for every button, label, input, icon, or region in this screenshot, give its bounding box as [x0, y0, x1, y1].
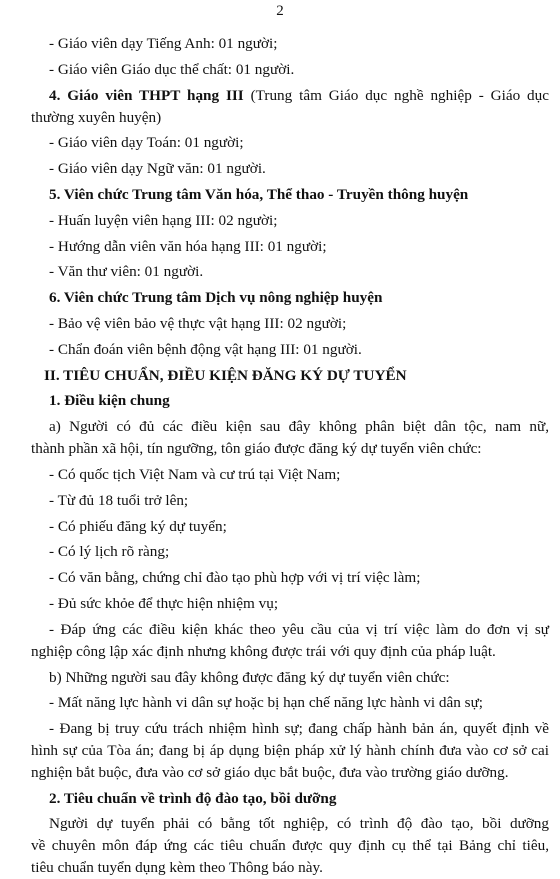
document-body — [31, 33, 549, 879]
list-item-line-1: - Đáp ứng các điều kiện khác theo yêu cầu của vị trí việc làm do đơn vị sự — [49, 620, 549, 638]
list-item: - Từ đủ 18 tuổi trở lên; — [49, 491, 189, 509]
list-item: - Hướng dẫn viên văn hóa hạng III: 01 người; — [49, 237, 327, 255]
page-number: 2 — [276, 3, 284, 19]
list-item: - Có lý lịch rõ ràng; — [49, 543, 170, 561]
list-item: - Huấn luyện viên hạng III: 02 người; — [49, 211, 278, 229]
list-item: - Có phiếu đăng ký dự tuyển; — [49, 517, 227, 535]
heading-4-title: 4. Giáo viên THPT hạng III — [49, 86, 244, 104]
list-item: - Văn thư viên: 01 người. — [49, 263, 204, 281]
paragraph-2-line-3: tiêu chuẩn tuyển dụng kèm theo Thông báo này. — [31, 858, 323, 876]
section-heading-ii: II. TIÊU CHUẨN, ĐIỀU KIỆN ĐĂNG KÝ DỰ TUYỂN — [44, 366, 407, 384]
list-item-line-1: - Đang bị truy cứu trách nhiệm hình sự; đang chấp hành bản án, quyết định về — [49, 720, 549, 738]
list-item: - Mất năng lực hành vi dân sự hoặc bị hạn chế năng lực hành vi dân sự; — [49, 694, 484, 712]
paragraph-b: b) Những người sau đây không được đăng ký dự tuyển viên chức: — [49, 668, 450, 686]
list-item: - Có văn bằng, chứng chỉ đào tạo phù hợp với vị trí việc làm; — [49, 569, 421, 587]
paragraph-2-line-2: về chuyên môn đáp ứng các tiêu chuẩn được quy định cụ thể tại Bảng chỉ tiêu, — [31, 836, 549, 854]
list-item: - Giáo viên dạy Tiếng Anh: 01 người; — [49, 35, 278, 52]
list-item-line-3: nghiện bắt buộc, đưa vào cơ sở giáo dục bắt buộc, đưa vào trường giáo dưỡng. — [31, 764, 509, 782]
subheading-2: 2. Tiêu chuẩn về trình độ đào tạo, bồi dưỡng — [49, 789, 337, 807]
list-item: - Chẩn đoán viên bệnh động vật hạng III: 01 người. — [49, 340, 362, 358]
heading-4-note-continued: thường xuyên huyện) — [31, 108, 162, 126]
subheading-1: 1. Điều kiện chung — [49, 392, 170, 410]
list-item: - Giáo viên dạy Ngữ văn: 01 người. — [49, 160, 266, 178]
section-heading-4 — [31, 85, 549, 107]
list-item: - Đủ sức khỏe để thực hiện nhiệm vụ; — [49, 594, 279, 612]
list-item-line-2: nghiệp công lập xác định nhưng không được trái với quy định của pháp luật. — [31, 642, 496, 660]
heading-4-note: (Trung tâm Giáo dục nghề nghiệp - Giáo dục — [243, 86, 549, 104]
paragraph-2-line-1: Người dự tuyển phải có bằng tốt nghiệp, có trình độ đào tạo, bồi dưỡng — [49, 814, 549, 832]
section-heading-6: 6. Viên chức Trung tâm Dịch vụ nông nghiệp huyện — [49, 289, 383, 307]
paragraph-a-line-2: thành phần xã hội, tín ngưỡng, tôn giáo được đăng ký dự tuyển viên chức: — [31, 440, 482, 458]
paragraph-a-line-1: a) Người có đủ các điều kiện sau đây không phân biệt dân tộc, nam nữ, — [49, 418, 549, 436]
list-item: - Bảo vệ viên bảo vệ thực vật hạng III: 02 người; — [49, 314, 347, 332]
list-item: - Có quốc tịch Việt Nam và cư trú tại Việt Nam; — [49, 465, 341, 483]
list-item-line-2: hình sự của Tòa án; đang bị áp dụng biện pháp xử lý hành chính đưa vào cơ sở cai — [31, 742, 549, 760]
section-heading-5: 5. Viên chức Trung tâm Văn hóa, Thể thao - Truyền thông huyện — [49, 185, 469, 203]
list-item: - Giáo viên Giáo dục thể chất: 01 người. — [49, 60, 295, 78]
list-item: - Giáo viên dạy Toán: 01 người; — [49, 134, 244, 152]
